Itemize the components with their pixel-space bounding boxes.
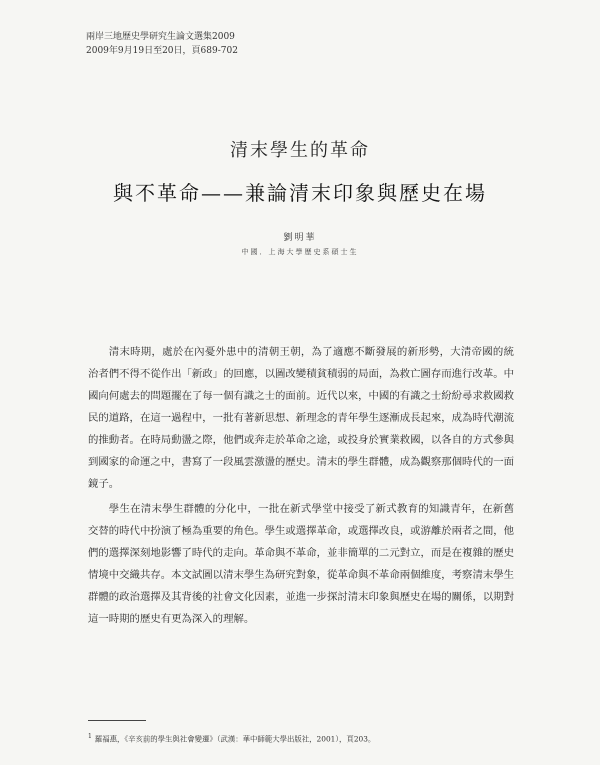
footnote xyxy=(88,733,514,744)
running-head-line-2: 2009年9月19日至20日，頁689-702 xyxy=(86,46,238,56)
paper-title: 清末學生的革命 xyxy=(230,140,370,161)
author-affiliation: 中國．上海大學歷史系碩士生 xyxy=(241,248,359,256)
body-text xyxy=(88,341,514,630)
footnote-mark: 1 xyxy=(88,733,92,740)
paper-subtitle: 與不革命——兼論清末印象與歷史在場 xyxy=(113,181,487,205)
footnote-text: 羅福惠，《辛亥前的學生與社會變遷》（武漢：華中師範大學出版社，2001），頁203。 xyxy=(94,734,376,744)
body-paragraph: 學生在清末學生群體的分化中，一批在新式學堂中接受了新式教育的知識青年，在新舊交替的時代中扮演了極為重要的角色。學生或選擇革命，或選擇改良，或游離於兩者之間，他們的選擇深刻地影響了時代的走向。革命與不革命，並非簡單的二元對立，而是在複雜的歷史情境中交織共存。本文試圖以清末學生為研究對象，從革命與不革命兩個維度，考察清末學生群體的政治選擇及其背後的社會文化因素，並進一步探討清末印象與歷史在場的關係，以期對這一時期的歷史有更為深入的理解。 xyxy=(88,503,515,625)
footnote-divider xyxy=(88,720,146,721)
running-head-line-1: 兩岸三地歷史學研究生論文選集2009 xyxy=(86,32,235,42)
running-head xyxy=(86,30,238,58)
body-paragraph: 清末時期，處於在內憂外患中的清朝王朝，為了適應不斷發展的新形勢，大清帝國的統治者們不得不從作出「新政」的回應，以圖改變積貧積弱的局面，為救亡圖存而進行改革。中國向何處去的問題擺在了每一個有識之士的面前。近代以來，中國的有識之士紛紛尋求救國救民的道路，在這一過程中，一批有著新思想、新理念的青年學生逐漸成長起來，成為時代潮流的推動者。在時局動盪之際，他們或奔走於革命之途，或投身於實業救國，以各自的方式參與到國家的命運之中，書寫了一段風雲激盪的歷史。清末的學生群體，成為觀察那個時代的一面鏡子。 xyxy=(88,346,515,490)
author-name: 劉明華 xyxy=(283,233,317,243)
